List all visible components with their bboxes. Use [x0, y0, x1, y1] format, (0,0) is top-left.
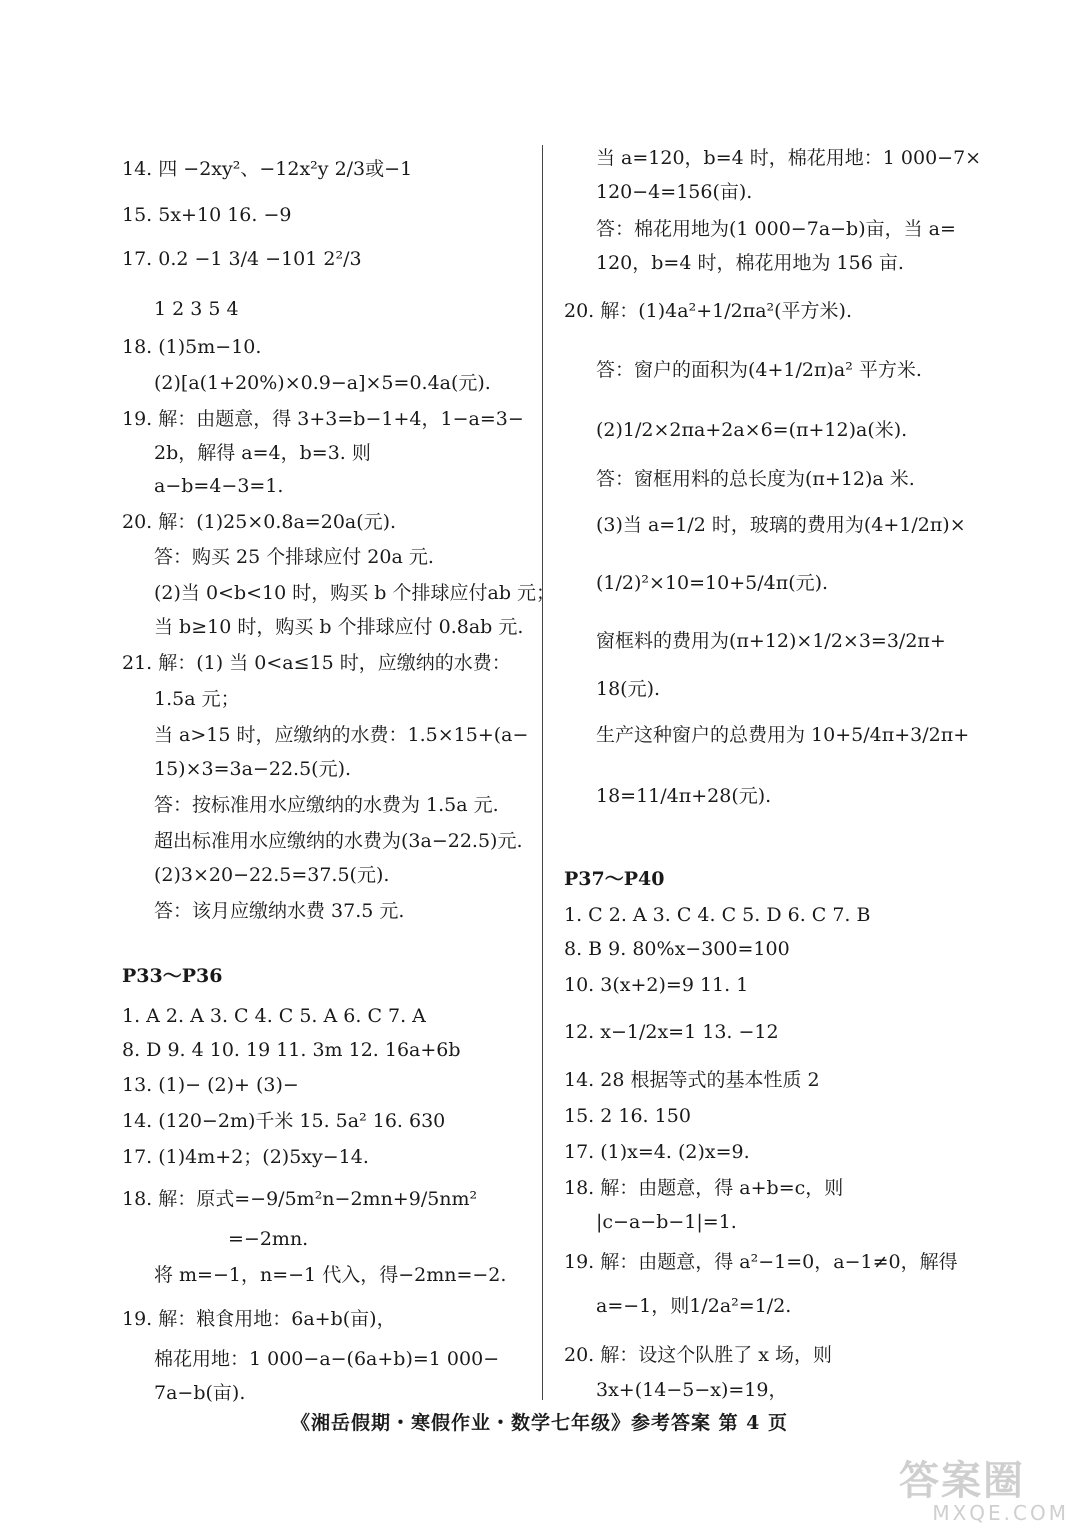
answer-line: 当 b≥10 时，购买 b 个排球应付 0.8ab 元.	[154, 616, 524, 638]
answer-line: (1/2)²×10=10+5/4π(元).	[596, 572, 829, 594]
watermark-line2: MXQE.COM	[932, 1501, 1069, 1525]
answer-line: |c−a−b−1|=1.	[596, 1211, 737, 1233]
answer-line: 1. C 2. A 3. C 4. C 5. D 6. C 7. B	[564, 904, 871, 926]
answer-line: 生产这种窗户的总费用为 10+5/4π+3/2π+	[596, 724, 970, 746]
answer-line: 1. A 2. A 3. C 4. C 5. A 6. C 7. A	[122, 1005, 426, 1027]
page-footer: 《湘岳假期・寒假作业・数学七年级》参考答案 第 4 页	[290, 1412, 789, 1434]
answer-line: 120−4=156(亩).	[596, 181, 753, 203]
answer-line: 2b，解得 a=4，b=3. 则	[154, 442, 371, 464]
answer-line: 20. 解：(1)25×0.8a=20a(元).	[122, 511, 397, 533]
answer-line: 答：购买 25 个排球应付 20a 元.	[154, 546, 434, 568]
answer-line: 答：棉花用地为(1 000−7a−b)亩，当 a=	[596, 218, 956, 240]
answer-line: 18(元).	[596, 678, 661, 700]
answer-line: 18. 解：由题意，得 a+b=c，则	[564, 1177, 844, 1199]
answer-line: 20. 解：设这个队胜了 x 场，则	[564, 1344, 833, 1366]
answer-line: (2)1/2×2πa+2a×6=(π+12)a(米).	[596, 419, 908, 441]
answer-line: 13. (1)− (2)+ (3)−	[122, 1074, 299, 1096]
answer-line: 19. 解：粮食用地：6a+b(亩)，	[122, 1308, 396, 1330]
answer-line: 答：按标准用水应缴纳的水费为 1.5a 元.	[154, 794, 499, 816]
answer-line: (2)当 0<b<10 时，购买 b 个排球应付ab 元；	[154, 582, 556, 604]
answer-line: 1.5a 元；	[154, 688, 240, 710]
answer-line: 答：窗户的面积为(4+1/2π)a² 平方米.	[596, 359, 922, 381]
answer-line: 12. x−1/2x=1 13. −12	[564, 1021, 779, 1043]
answer-line: 17. (1)x=4. (2)x=9.	[564, 1141, 750, 1163]
answer-line: (3)当 a=1/2 时，玻璃的费用为(4+1/2π)×	[596, 514, 966, 536]
section-heading: P33～P36	[122, 965, 223, 987]
answer-line: 15. 5x+10 16. −9	[122, 204, 292, 226]
column-divider	[542, 145, 543, 1400]
answer-line: 7a−b(亩).	[154, 1382, 246, 1404]
answer-line: 14. (120−2m)千米 15. 5a² 16. 630	[122, 1110, 446, 1132]
watermark-logo	[899, 1460, 1069, 1530]
answer-line: 20. 解：(1)4a²+1/2πa²(平方米).	[564, 300, 852, 322]
answer-line: 棉花用地：1 000−a−(6a+b)=1 000−	[154, 1348, 500, 1370]
answer-line: 超出标准用水应缴纳的水费为(3a−22.5)元.	[154, 830, 523, 852]
answer-line: 1 2 3 5 4	[154, 298, 239, 320]
answer-line: 3x+(14−5−x)=19，	[596, 1379, 788, 1401]
answer-line: 19. 解：由题意，得 a²−1=0，a−1≠0，解得	[564, 1251, 958, 1273]
answer-line: 10. 3(x+2)=9 11. 1	[564, 974, 749, 996]
answer-line: 答：该月应缴纳水费 37.5 元.	[154, 900, 405, 922]
answer-line: (2)[a(1+20%)×0.9−a]×5=0.4a(元).	[154, 372, 491, 394]
answer-line: 120，b=4 时，棉花用地为 156 亩.	[596, 252, 904, 274]
answer-line: 当 a>15 时，应缴纳的水费：1.5×15+(a−	[154, 724, 529, 746]
answer-line: a−b=4−3=1.	[154, 475, 284, 497]
answer-line: 21. 解：(1) 当 0<a≤15 时，应缴纳的水费：	[122, 652, 511, 674]
answer-line: 14. 28 根据等式的基本性质 2	[564, 1069, 820, 1091]
answer-line: 当 a=120，b=4 时，棉花用地：1 000−7×	[596, 147, 982, 169]
answer-line: 15. 2 16. 150	[564, 1105, 691, 1127]
answer-line: 8. B 9. 80%x−300=100	[564, 938, 790, 960]
answer-line: 18=11/4π+28(元).	[596, 785, 772, 807]
answer-line: 窗框料的费用为(π+12)×1/2×3=3/2π+	[596, 630, 946, 652]
answer-line: 将 m=−1，n=−1 代入，得−2mn=−2.	[154, 1264, 507, 1286]
answer-line: (2)3×20−22.5=37.5(元).	[154, 864, 390, 886]
watermark-line1: 答案圈	[899, 1458, 1025, 1504]
answer-line: 18. 解：原式=−9/5m²n−2mn+9/5nm²	[122, 1188, 478, 1210]
answer-line: a=−1，则1/2a²=1/2.	[596, 1295, 792, 1317]
answer-line: 17. (1)4m+2；(2)5xy−14.	[122, 1146, 369, 1168]
answer-line: 答：窗框用料的总长度为(π+12)a 米.	[596, 468, 915, 490]
answer-line: 17. 0.2 −1 3/4 −101 2²/3	[122, 248, 362, 270]
answer-line: =−2mn.	[228, 1228, 309, 1250]
answer-line: 14. 四 −2xy²、−12x²y 2/3或−1	[122, 158, 413, 180]
answer-line: 15)×3=3a−22.5(元).	[154, 758, 352, 780]
section-heading: P37～P40	[564, 868, 665, 890]
answer-line: 8. D 9. 4 10. 19 11. 3m 12. 16a+6b	[122, 1039, 461, 1061]
answer-line: 19. 解：由题意，得 3+3=b−1+4，1−a=3−	[122, 408, 524, 430]
answer-line: 18. (1)5m−10.	[122, 336, 262, 358]
